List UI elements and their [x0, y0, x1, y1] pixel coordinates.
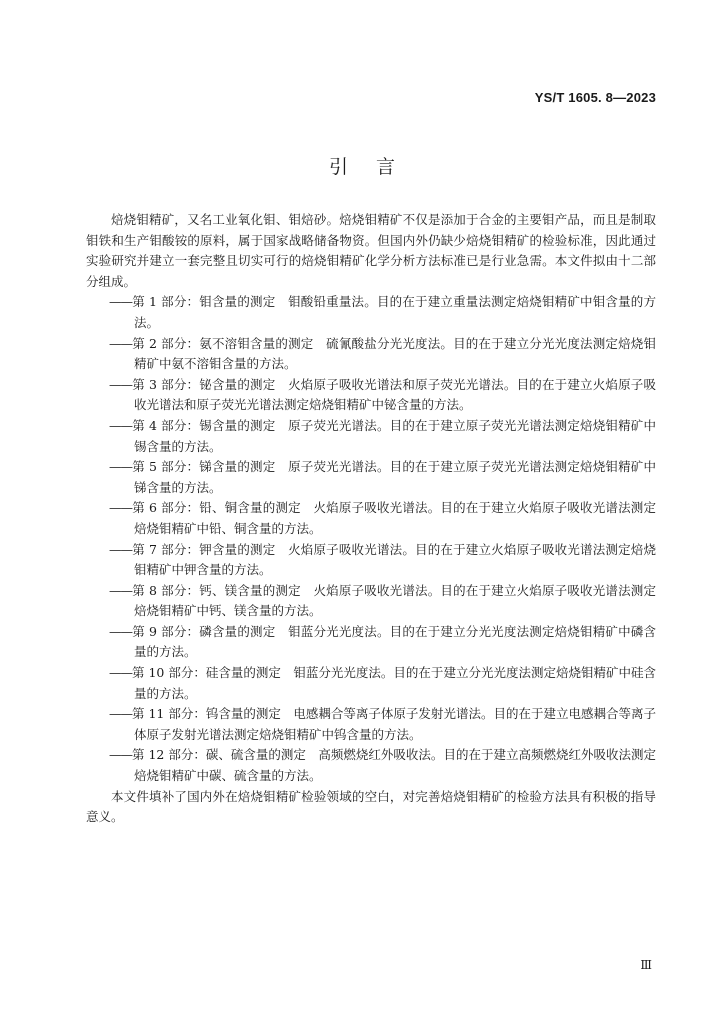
list-dash: ——: [109, 459, 132, 475]
list-item: [86, 375, 656, 416]
list-item-text: 第 2 部分：氨不溶钼含量的测定 硫氰酸盐分光光度法。目的在于建立分光光度法测定焙烧钼精矿中氨不溶钼含量的方法。: [132, 335, 656, 372]
list-dash: ——: [109, 541, 132, 557]
list-item-text: 第 8 部分：钙、镁含量的测定 火焰原子吸收光谱法。目的在于建立火焰原子吸收光谱法测定焙烧钼精矿中钙、镁含量的方法。: [132, 582, 656, 619]
document-body: [86, 210, 656, 828]
list-item-text: 第 5 部分：锑含量的测定 原子荧光光谱法。目的在于建立原子荧光光谱法测定焙烧钼精矿中锑含量的方法。: [132, 459, 656, 495]
list-item: [86, 581, 656, 622]
list-dash: ——: [109, 417, 132, 433]
list-item: [86, 498, 656, 539]
list-item: [86, 416, 656, 457]
list-dash: ——: [109, 294, 132, 310]
parts-list: [86, 292, 656, 786]
list-item: [86, 663, 656, 704]
list-item: [86, 622, 656, 663]
list-item-text: 第 7 部分：钾含量的测定 火焰原子吸收光谱法。目的在于建立火焰原子吸收光谱法测定焙烧钼精矿中钾含量的方法。: [132, 541, 656, 578]
list-dash: ——: [109, 582, 132, 598]
list-item: [86, 745, 656, 786]
list-dash: ——: [109, 335, 132, 351]
list-item-text: 第 6 部分：铅、铜含量的测定 火焰原子吸收光谱法。目的在于建立火焰原子吸收光谱法测定焙烧钼精矿中铅、铜含量的方法。: [132, 500, 656, 536]
list-dash: ——: [109, 500, 132, 516]
list-dash: ——: [109, 376, 132, 392]
list-item-text: 第 10 部分：硅含量的测定 钼蓝分光光度法。目的在于建立分光光度法测定焙烧钼精矿中硅含量的方法。: [132, 665, 656, 701]
list-dash: ——: [109, 665, 132, 681]
list-item: [86, 292, 656, 333]
list-item: [86, 457, 656, 498]
intro-paragraph: 焙烧钼精矿，又名工业氧化钼、钼焙砂。焙烧钼精矿不仅是添加于合金的主要钼产品，而且是制取钼铁和生产钼酸铵的原料，属于国家战略储备物资。但国内外仍缺少焙烧钼精矿的检验标准，因此通过实验研究并建立一套完整且切实可行的焙烧钼精矿化学分析方法标准已是行业急需。本文件拟由十二部分组成。: [86, 212, 656, 289]
list-item: [86, 334, 656, 375]
list-item: [86, 540, 656, 581]
list-item-text: 第 11 部分：钨含量的测定 电感耦合等离子体原子发射光谱法。目的在于建立电感耦合等离子体原子发射光谱法测定焙烧钼精矿中钨含量的方法。: [132, 706, 656, 742]
closing-paragraph: 本文件填补了国内外在焙烧钼精矿检验领域的空白，对完善焙烧钼精矿的检验方法具有积极的指导意义。: [86, 788, 656, 825]
list-item: [86, 704, 656, 745]
list-item-text: 第 9 部分：磷含量的测定 钼蓝分光光度法。目的在于建立分光光度法测定焙烧钼精矿中磷含量的方法。: [132, 623, 656, 660]
standard-code: YS/T 1605. 8—2023: [534, 90, 656, 105]
list-item-text: 第 4 部分：锡含量的测定 原子荧光光谱法。目的在于建立原子荧光光谱法测定焙烧钼精矿中锡含量的方法。: [132, 417, 656, 454]
list-dash: ——: [109, 706, 132, 722]
page-title: 引言: [328, 156, 423, 178]
list-item-text: 第 3 部分：铋含量的测定 火焰原子吸收光谱法和原子荧光光谱法。目的在于建立火焰原子吸收光谱法和原子荧光光谱法测定焙烧钼精矿中铋含量的方法。: [132, 376, 656, 413]
page-number: Ⅲ: [640, 958, 652, 972]
list-item-text: 第 12 部分：碳、硫含量的测定 高频燃烧红外吸收法。目的在于建立高频燃烧红外吸收法测定焙烧钼精矿中碳、硫含量的方法。: [132, 747, 656, 784]
list-item-text: 第 1 部分：钼含量的测定 钼酸铅重量法。目的在于建立重量法测定焙烧钼精矿中钼含量的方法。: [132, 294, 656, 330]
list-dash: ——: [109, 747, 132, 763]
list-dash: ——: [109, 623, 132, 639]
